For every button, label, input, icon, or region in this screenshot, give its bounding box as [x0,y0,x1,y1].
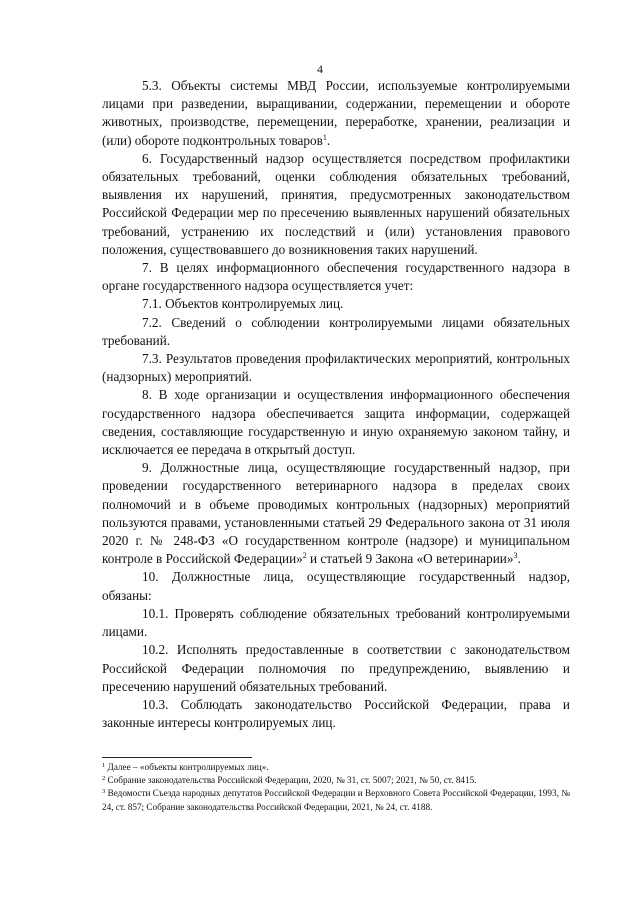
footnote-number: 3 [102,788,106,796]
footnote-ref: 1 [322,132,327,142]
paragraph-10-1: 10.1. Проверять соблюдение обязательных требований контролируемыми лицами. [102,605,570,640]
footnote-text: Собрание законодательства Российской Федерации, 2020, № 31, ст. 5007; 2021, № 50, ст. 8415. [105,775,477,786]
paragraph-5-3 [102,77,570,150]
paragraph-tail: . [326,132,331,148]
paragraph-10: 10. Должностные лица, осуществляющие государственный надзор, обязаны: [102,569,570,603]
paragraph-9 [102,459,570,568]
footnote-3 [102,787,570,813]
page-number: 4 [317,62,323,76]
paragraph-text-continued: и статьей 9 Закона «О ветеринарии» [306,551,514,567]
paragraph-7: 7. В целях информационного обеспечения государственного надзора в органе государственного надзора осуществляется учет: [102,260,570,294]
paragraph-8: 8. В ходе организации и осуществления информационного обеспечения государственного надзора обеспечивается защита информации, содержащей сведения, составляющие государственную и иную охраняемую законом тайну, и исключается ее передача в открытый доступ. [102,387,570,458]
paragraph-6: 6. Государственный надзор осуществляется посредством профилактики обязательных требований, оценки соблюдения обязательных требований, выявления их нарушений, принятия, предусмотренных законодательством Российской Федерации мер по пресечению выявленных нарушений обязательных требований, устранению их последствий и (или) установления правового положения, существовавшего до возникновения таких нарушений. [102,150,570,257]
footnote-separator [102,757,252,758]
footnote-ref: 3 [513,551,518,561]
document-body [102,77,570,732]
paragraph-text: 5.3. Объекты системы МВД России, используемые контролируемыми лицами при разведении, выращивании, содержании, перемещении и обороте животных, производстве, перемещении, переработке, хранении, реализации и (или) обороте подконтрольных товаров [102,78,570,148]
footnote-number: 2 [102,775,106,783]
paragraph-7-3: 7.3. Результатов проведения профилактических мероприятий, контрольных (надзорных) мероприятий. [102,351,570,385]
paragraph-10-3: 10.3. Соблюдать законодательство Российской Федерации, права и законные интересы контролируемых лиц. [102,696,570,731]
paragraph-text: 9. Должностные лица, осуществляющие государственный надзор, при проведении государственного ветеринарного надзора в пределах своих полномочий и в объеме проводимых контрольных (надзорных) мероприятий пользуются правами, установленными статьей 29 Федерального закона от 31 июля 2020 г. № 248-ФЗ «О государственном контроле (надзоре) и муниципальном контроле в Российской Федерации» [102,460,570,567]
paragraph-7-2: 7.2. Сведений о соблюдении контролируемыми лицами обязательных требований. [102,314,570,348]
paragraph-7-1: 7.1. Объектов контролируемых лиц. [142,296,344,312]
footnote-1 [102,761,570,774]
paragraph-10-2: 10.2. Исполнять предоставленные в соответствии с законодательством Российской Федерации полномочия по предупреждению, выявлению и пресечению нарушений обязательных требований. [102,642,570,694]
footnotes-section [102,757,570,814]
footnote-number: 1 [102,762,106,769]
footnote-text: Далее – «объекты контролируемых лиц». [105,762,269,772]
footnote-ref: 2 [302,551,307,561]
footnote-2 [102,774,570,787]
paragraph-tail: . [517,551,521,567]
footnote-text: Ведомости Съезда народных депутатов Российской Федерации и Верховного Совета Российской Федерации, 1993, № 24, ст. 857; Собрание законодательства Российской Федерации, 2021, № 24, ст. 4188. [102,788,570,812]
